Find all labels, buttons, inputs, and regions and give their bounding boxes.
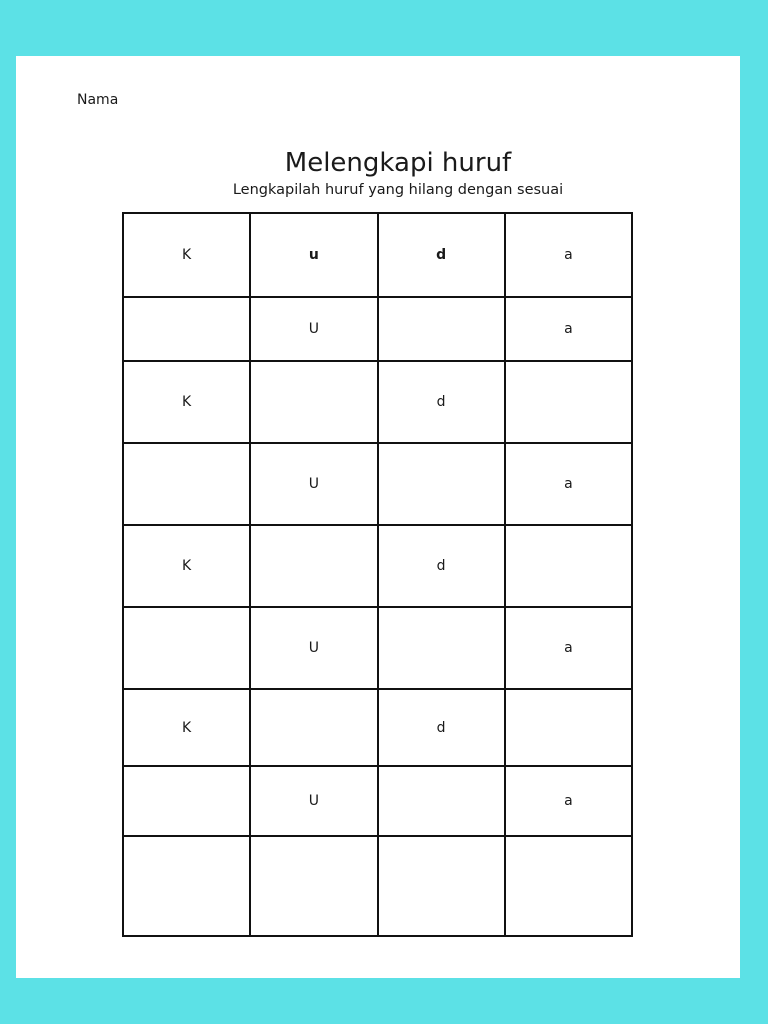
grid-row (123, 443, 632, 525)
grid-cell[interactable] (123, 297, 250, 361)
grid-cell[interactable] (505, 525, 632, 607)
grid-row (123, 525, 632, 607)
grid-cell[interactable] (378, 766, 505, 836)
grid-cell[interactable]: a (505, 607, 632, 689)
grid-cell[interactable]: U (250, 443, 377, 525)
grid-cell[interactable]: d (378, 525, 505, 607)
grid-cell[interactable]: d (378, 689, 505, 766)
letter-grid (122, 212, 633, 937)
grid-cell[interactable]: U (250, 766, 377, 836)
grid-cell[interactable] (505, 689, 632, 766)
grid-cell[interactable] (250, 361, 377, 443)
grid-cell[interactable] (378, 607, 505, 689)
grid-row (123, 607, 632, 689)
page-title: Melengkapi huruf (284, 148, 512, 178)
name-label: Nama (77, 92, 119, 108)
grid-cell[interactable]: U (250, 297, 377, 361)
grid-cell[interactable] (123, 836, 250, 936)
grid-cell[interactable] (250, 525, 377, 607)
grid-cell[interactable]: a (505, 297, 632, 361)
grid-row (123, 361, 632, 443)
worksheet-page (16, 56, 740, 978)
grid-cell[interactable]: d (378, 213, 505, 297)
grid-cell[interactable]: U (250, 607, 377, 689)
grid-cell[interactable] (505, 361, 632, 443)
grid-row (123, 689, 632, 766)
grid-cell[interactable] (250, 836, 377, 936)
grid-cell[interactable]: a (505, 213, 632, 297)
grid-cell[interactable]: K (123, 689, 250, 766)
grid-row (123, 213, 632, 297)
grid-cell[interactable]: K (123, 525, 250, 607)
grid-cell[interactable] (123, 443, 250, 525)
grid-cell[interactable] (378, 297, 505, 361)
grid-row (123, 297, 632, 361)
grid-cell[interactable] (505, 836, 632, 936)
grid-cell[interactable]: u (250, 213, 377, 297)
grid-row (123, 766, 632, 836)
grid-cell[interactable]: K (123, 213, 250, 297)
grid-cell[interactable] (123, 766, 250, 836)
grid-cell[interactable] (250, 689, 377, 766)
grid-cell[interactable] (123, 607, 250, 689)
page-subtitle: Lengkapilah huruf yang hilang dengan sesuai (232, 182, 564, 198)
grid-cell[interactable] (378, 836, 505, 936)
grid-cell[interactable]: a (505, 766, 632, 836)
grid-cell[interactable]: a (505, 443, 632, 525)
grid-row (123, 836, 632, 936)
grid-cell[interactable]: d (378, 361, 505, 443)
grid-cell[interactable]: K (123, 361, 250, 443)
grid-cell[interactable] (378, 443, 505, 525)
